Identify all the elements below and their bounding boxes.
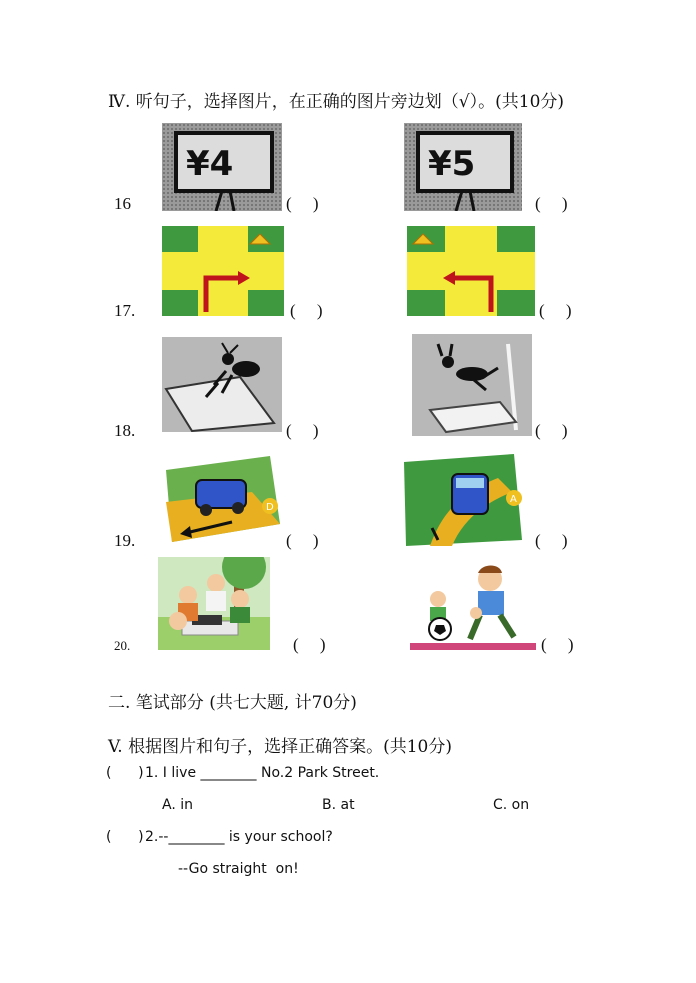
kids-playing-chess-icon[interactable]: [158, 557, 270, 650]
ant-jumping-icon[interactable]: [412, 334, 532, 436]
answer-paren-16-right[interactable]: ( ): [535, 194, 568, 213]
answer-paren-q1[interactable]: ( ): [106, 765, 144, 781]
question-number-20: 20.: [114, 638, 131, 653]
question-number-19: 19.: [114, 531, 136, 550]
question-number-18: 18.: [114, 421, 136, 440]
svg-text:A: A: [510, 494, 517, 505]
svg-text:D: D: [266, 502, 274, 513]
question-number-16: 16: [114, 194, 131, 213]
question-2-answer: --Go straight on!: [178, 861, 299, 877]
option-b[interactable]: B. at: [322, 797, 355, 813]
turn-left-arrow-icon[interactable]: [407, 226, 535, 316]
answer-paren-17-left[interactable]: ( ): [290, 301, 323, 320]
option-c[interactable]: C. on: [493, 797, 530, 813]
answer-paren-20-left[interactable]: ( ): [293, 635, 326, 654]
turn-right-arrow-icon[interactable]: [162, 226, 284, 316]
price-sign-5-icon[interactable]: [404, 123, 522, 211]
ant-on-mat-icon[interactable]: [162, 337, 282, 432]
kids-playing-football-icon[interactable]: [410, 563, 536, 650]
written-part-heading: 二. 笔试部分 (共七大题, 计70分): [108, 693, 357, 713]
answer-paren-17-right[interactable]: ( ): [539, 301, 572, 320]
svg-text:¥5: ¥5: [428, 144, 476, 184]
price-sign-4-icon[interactable]: [162, 123, 282, 211]
question-1-stem: 1. I live ________ No.2 Park Street.: [145, 765, 380, 781]
question-number-17: 17.: [114, 301, 136, 320]
answer-paren-16-left[interactable]: ( ): [286, 194, 319, 213]
answer-paren-19-right[interactable]: ( ): [535, 531, 568, 550]
answer-paren-q2[interactable]: ( ): [106, 829, 144, 845]
section-iv-heading: Ⅳ. 听句子，选择图片，在正确的图片旁边划（√）。(共10分): [108, 92, 565, 112]
bus-on-road-icon[interactable]: [402, 452, 522, 546]
svg-text:¥4: ¥4: [186, 144, 234, 184]
car-on-road-icon[interactable]: [162, 452, 282, 544]
answer-paren-18-right[interactable]: ( ): [535, 421, 568, 440]
answer-paren-20-right[interactable]: ( ): [541, 635, 574, 654]
answer-paren-19-left[interactable]: ( ): [286, 531, 319, 550]
answer-paren-18-left[interactable]: ( ): [286, 421, 319, 440]
option-a[interactable]: A. in: [162, 797, 193, 813]
question-2-stem: 2.--________ is your school?: [145, 829, 333, 845]
section-v-heading: V. 根据图片和句子，选择正确答案。(共10分): [108, 737, 453, 757]
